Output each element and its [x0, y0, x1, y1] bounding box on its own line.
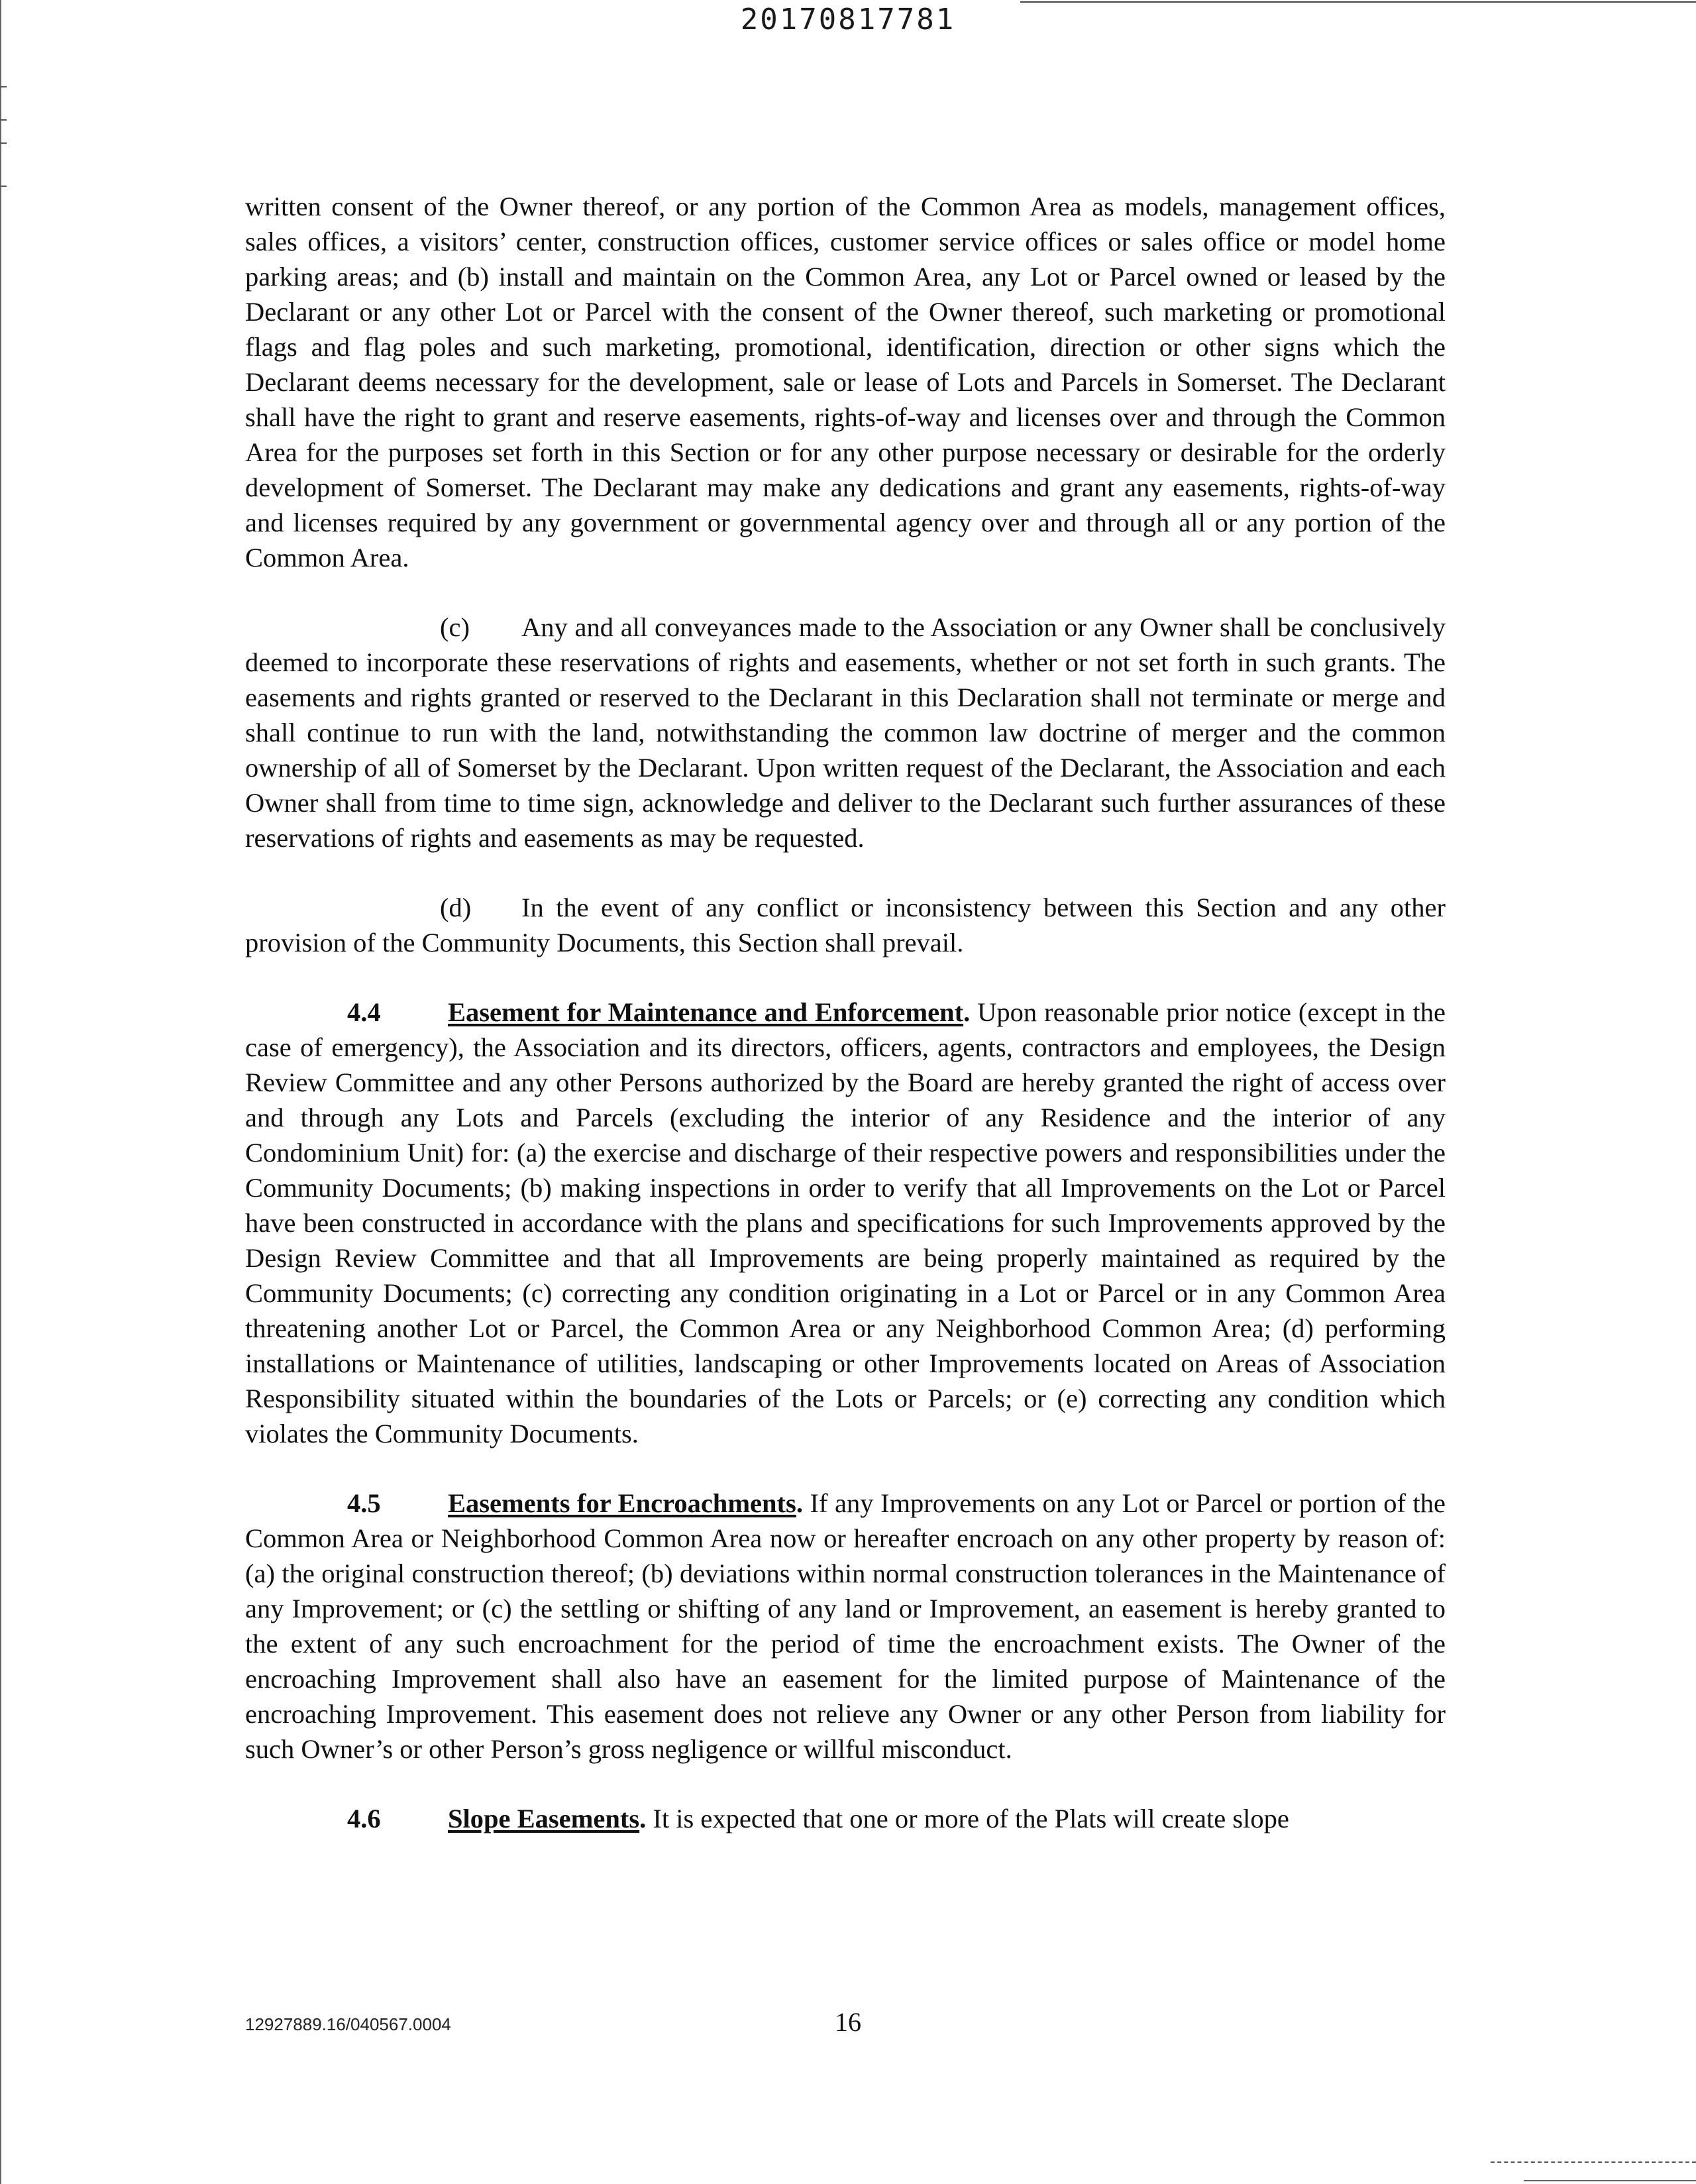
paragraph-continuation: written consent of the Owner thereof, or any portion of the Common Area as models, management offices, sales offices, a visitors’ center, construction offices, customer service offices or sales office or model home parking areas; and (b) install and maintain on the Common Area, any Lot or Parcel owned or leased by the Declarant or any other Lot or Parcel with the consent of the Owner thereof, such marketing or promotional flags and flag poles and such marketing, promotional, identification, direction or other signs which the Declarant deems necessary for the development, sale or lease of Lots and Parcels in Somerset. The Declarant shall have the right to grant and reserve easements, rights-of-way and licenses over and through the Common Area for the purposes set forth in this Section or for any other purpose necessary or desirable for the orderly development of Somerset. The Declarant may make any dedications and grant any easements, rights-of-way and licenses required by any government or governmental agency over and through all or any portion of the Common Area. — [245, 191, 1446, 573]
section-title: Easement for Maintenance and Enforcement — [448, 997, 964, 1027]
section-4-5: 4.5 Easements for Encroachments. If any Improvements on any Lot or Parcel or portion of the Common Area or Neighborhood Common Area now or hereafter encroach on any other property by reason of: (a) the original construction thereof; (b) deviations within normal construction tolerances in the Maintenance of any Improvement; or (c) the settling or shifting of any land or Improvement, an easement is hereby granted to the extent of any such encroachment for the period of time the encroachment exists. The Owner of the encroaching Improvement shall also have an easement for the limited purpose of Maintenance of the encroaching Improvement. This easement does not relieve any Owner or any other Person from liability for such Owner’s or other Person’s gross negligence or willful misconduct. — [245, 1486, 1446, 1767]
subparagraph-text: Any and all conveyances made to the Association or any Owner shall be conclusively deemed to incorporate these reservations of rights and easements, whether or not set forth in such grants. The easements and rights granted or reserved to the Declarant in this Declaration shall not terminate or merge and shall continue to run with the land, notwithstanding the common law doctrine of merger and the common ownership of all of Somerset by the Declarant. Upon written request of the Declarant, the Association and each Owner shall from time to time sign, acknowledge and deliver to the Declarant such further assurances of these reservations of rights and easements as may be requested. — [245, 612, 1446, 853]
document-body — [245, 189, 1446, 1871]
scan-edge-tick — [0, 186, 7, 187]
scan-edge-tick — [0, 119, 7, 121]
section-title: Slope Easements — [448, 1804, 640, 1833]
section-text: If any Improvements on any Lot or Parcel or portion of the Common Area or Neighborhood Common Area now or hereafter encroach on any other property by reason of: (a) the original construction thereof; (b) deviations within normal construction tolerances in the Maintenance of any Improvement; or (c) the settling or shifting of any land or Improvement, an easement is hereby granted to the extent of any such encroachment for the period of time the encroachment exists. The Owner of the encroaching Improvement shall also have an easement for the limited purpose of Maintenance of the encroaching Improvement. This easement does not relieve any Owner or any other Person from liability for such Owner’s or other Person’s gross negligence or willful misconduct. — [245, 1488, 1446, 1764]
page-number: 16 — [835, 2007, 861, 2037]
section-number: 4.5 — [347, 1488, 381, 1518]
section-title: Easements for Encroachments — [448, 1488, 796, 1518]
footer-document-id: 12927889.16/040567.0004 — [245, 2014, 451, 2034]
section-4-4: 4.4 Easement for Maintenance and Enforcement. Upon reasonable prior notice (except in the case of emergency), the Association and its directors, officers, agents, contractors and employees, the Design Review Committee and any other Persons authorized by the Board are hereby granted the right of access over and through any Lots and Parcels (excluding the interior of any Residence and the interior of any Condominium Unit) for: (a) the exercise and discharge of their respective powers and responsibilities under the Community Documents; (b) making inspections in order to verify that all Improvements on the Lot or Parcel have been constructed in accordance with the plans and specifications for such Improvements approved by the Design Review Committee and that all Improvements are being properly maintained as required by the Community Documents; (c) correcting any condition originating in a Lot or Parcel or in any Common Area threatening another Lot or Parcel, the Common Area or any Neighborhood Common Area; (d) performing installations or Maintenance of utilities, landscaping or other Improvements located on Areas of Association Responsibility situated within the boundaries of the Lots or Parcels; or (e) correcting any condition which violates the Community Documents. — [245, 995, 1446, 1451]
recording-number: 20170817781 — [740, 3, 956, 36]
section-text: It is expected that one or more of the Plats will create slope — [653, 1804, 1289, 1833]
scan-edge-tick — [0, 86, 7, 87]
subparagraph-c — [245, 610, 1446, 855]
subparagraph-marker: (d) — [440, 893, 472, 922]
subparagraph-marker: (c) — [440, 612, 470, 642]
section-4-6: 4.6 Slope Easements. It is expected that one or more of the Plats will create slope — [245, 1801, 1446, 1836]
section-number: 4.6 — [347, 1804, 381, 1833]
section-number: 4.4 — [347, 997, 381, 1027]
scan-edge-tick — [0, 142, 7, 144]
scan-left-edge — [0, 0, 1, 2184]
scan-bottom-mark — [1491, 2161, 1696, 2163]
subparagraph-text: In the event of any conflict or inconsistency between this Section and any other provision of the Community Documents, this Section shall prevail. — [245, 893, 1446, 957]
scan-bottom-mark — [1524, 2180, 1696, 2181]
section-text: Upon reasonable prior notice (except in the case of emergency), the Association and its directors, officers, agents, contractors and employees, the Design Review Committee and any other Persons authorized by the Board are hereby granted the right of access over and through any Lots and Parcels (excluding the interior of any Residence and the interior of any Condominium Unit) for: (a) the exercise and discharge of their respective powers and responsibilities under the Community Documents; (b) making inspections in order to verify that all Improvements on the Lot or Parcel have been constructed in accordance with the plans and specifications for such Improvements approved by the Design Review Committee and that all Improvements are being properly maintained as required by the Community Documents; (c) correcting any condition originating in a Lot or Parcel or in any Common Area threatening another Lot or Parcel, the Common Area or any Neighborhood Common Area; (d) performing installations or Maintenance of utilities, landscaping or other Improvements located on Areas of Association Responsibility situated within the boundaries of the Lots or Parcels; or (e) correcting any condition which violates the Community Documents. — [245, 997, 1446, 1448]
subparagraph-d — [245, 890, 1446, 960]
